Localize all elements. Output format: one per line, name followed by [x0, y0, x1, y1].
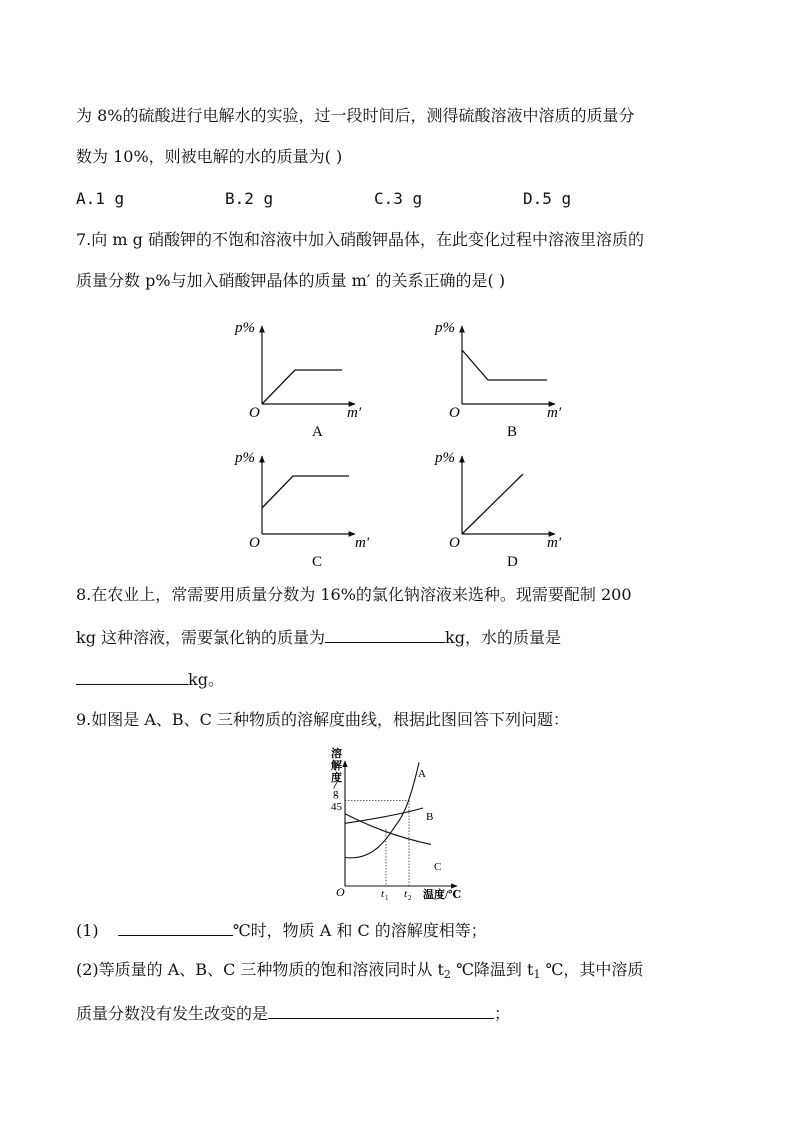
q9-sub2-t1-sub: 1 [533, 968, 541, 981]
q9-sub1-prefix: (1) [76, 921, 104, 940]
q7-graph-a-ylabel: p% [235, 320, 255, 336]
q7-graph-c-xlabel: m′ [355, 535, 370, 551]
q7-graph-c-caption: C [312, 554, 323, 570]
q7-graph-a[interactable] [234, 320, 362, 440]
q8-line2-suffix: kg，水的质量是 [445, 628, 561, 647]
q7-graph-b[interactable] [434, 320, 562, 440]
q9-sub2-line2 [76, 1002, 510, 1024]
q9-ylabel-unit: g [333, 787, 339, 799]
q9-text-line1: 9.如图是 A、B、C 三种物质的溶解度曲线，根据此图回答下列问题： [76, 710, 569, 729]
q7-graph-a-caption: A [312, 424, 323, 440]
q8-water-mass-blank[interactable] [76, 668, 188, 685]
q7-graph-a-curve [262, 370, 342, 404]
q7-graph-b-xlabel: m′ [547, 405, 562, 421]
q9-xtick-t1-sub: 1 [385, 894, 389, 902]
q7-graph-d[interactable] [434, 450, 562, 570]
q6-option-b[interactable]: B.2 g [225, 189, 274, 208]
q9-ylabel-char-3: 度 [331, 772, 342, 784]
q7-graph-d-curve [462, 474, 523, 534]
q7-graph-b-caption: B [507, 424, 518, 440]
q8-line2-prefix: kg 这种溶液，需要氯化钠的质量为 [76, 628, 326, 647]
q8-text-line3 [76, 668, 224, 690]
q8-text-line2 [76, 626, 561, 648]
q8-text-line1: 8.在农业上，常需要用质量分数为 16%的氯化钠溶液来选种。现需要配制 200 [76, 585, 632, 604]
q6-option-d[interactable]: D.5 g [523, 189, 572, 208]
q9-origin: O [336, 885, 345, 899]
q9-sub2-text-b: ℃降温到 t [450, 960, 534, 979]
q9-curve-b [345, 808, 423, 823]
q7-graph-a-xlabel: m′ [347, 405, 362, 421]
q6-text-line1: 为 8%的硫酸进行电解水的实验，过一段时间后，测得硫酸溶液中溶质的质量分 [76, 106, 635, 125]
q7-graph-a-origin: O [249, 405, 260, 421]
q9-xtick-t1: t [381, 888, 385, 900]
q9-sub1-temperature-blank[interactable] [118, 919, 233, 936]
q9-label-a: A [418, 768, 426, 780]
q9-sub2-text-a: (2)等质量的 A、B、C 三种物质的饱和溶液同时从 t [76, 960, 444, 979]
q9-sub1-suffix: ℃时，物质 A 和 C 的溶解度相等； [232, 921, 487, 940]
q7-graph-c-curve [262, 476, 349, 508]
q9-label-b: B [426, 811, 434, 823]
q7-graph-d-ylabel: p% [435, 450, 455, 466]
q9-sub2-answer-blank[interactable] [268, 1002, 494, 1019]
q9-ylabel-char-2: 解 [331, 760, 342, 772]
q9-curve-c [345, 814, 431, 845]
q7-graph-b-ylabel: p% [435, 320, 455, 336]
q9-sub2-text-d: 质量分数没有发生改变的是 [76, 1004, 269, 1023]
q9-ytick-45: 45 [331, 801, 342, 813]
q7-graph-b-origin: O [449, 405, 460, 421]
q9-sub1 [76, 919, 487, 941]
q9-sub2-t2-sub: 2 [443, 968, 451, 981]
q7-text-line1: 7.向 m g 硝酸钾的不饱和溶液中加入硝酸钾晶体，在此变化过程中溶液里溶质的 [76, 230, 644, 249]
q7-graph-c-origin: O [249, 535, 260, 551]
q9-xlabel: 温度/℃ [423, 889, 462, 901]
q7-text-line2: 质量分数 p%与加入硝酸钾晶体的质量 m′ 的关系正确的是( ) [76, 271, 506, 290]
q9-label-c: C [434, 861, 442, 873]
q7-graph-b-curve [462, 350, 547, 380]
q9-curve-a [345, 763, 419, 858]
q7-graph-d-caption: D [507, 554, 518, 570]
q7-graphs-figure [225, 310, 585, 570]
q9-ylabel-char-1: 溶 [331, 748, 342, 760]
q9-sub2-line1 [76, 960, 643, 985]
q9-xtick-t2: t [404, 888, 408, 900]
q6-option-c[interactable]: C.3 g [374, 189, 423, 208]
q7-graph-c[interactable] [234, 450, 370, 570]
q9-xtick-t2-sub: 2 [408, 894, 412, 902]
q6-option-a[interactable]: A.1 g [76, 189, 125, 208]
q9-solubility-chart [320, 743, 470, 908]
q8-nacl-mass-blank[interactable] [325, 626, 445, 643]
q7-graph-d-origin: O [449, 535, 460, 551]
q8-line3-suffix: kg。 [188, 670, 224, 689]
q9-sub2-text-c: ℃，其中溶质 [540, 960, 644, 979]
q9-sub2-text-e: ； [494, 1004, 511, 1023]
q7-graph-c-ylabel: p% [235, 450, 255, 466]
q7-graph-d-xlabel: m′ [547, 535, 562, 551]
q6-text-line2: 数为 10%，则被电解的水的质量为( ) [76, 147, 343, 166]
